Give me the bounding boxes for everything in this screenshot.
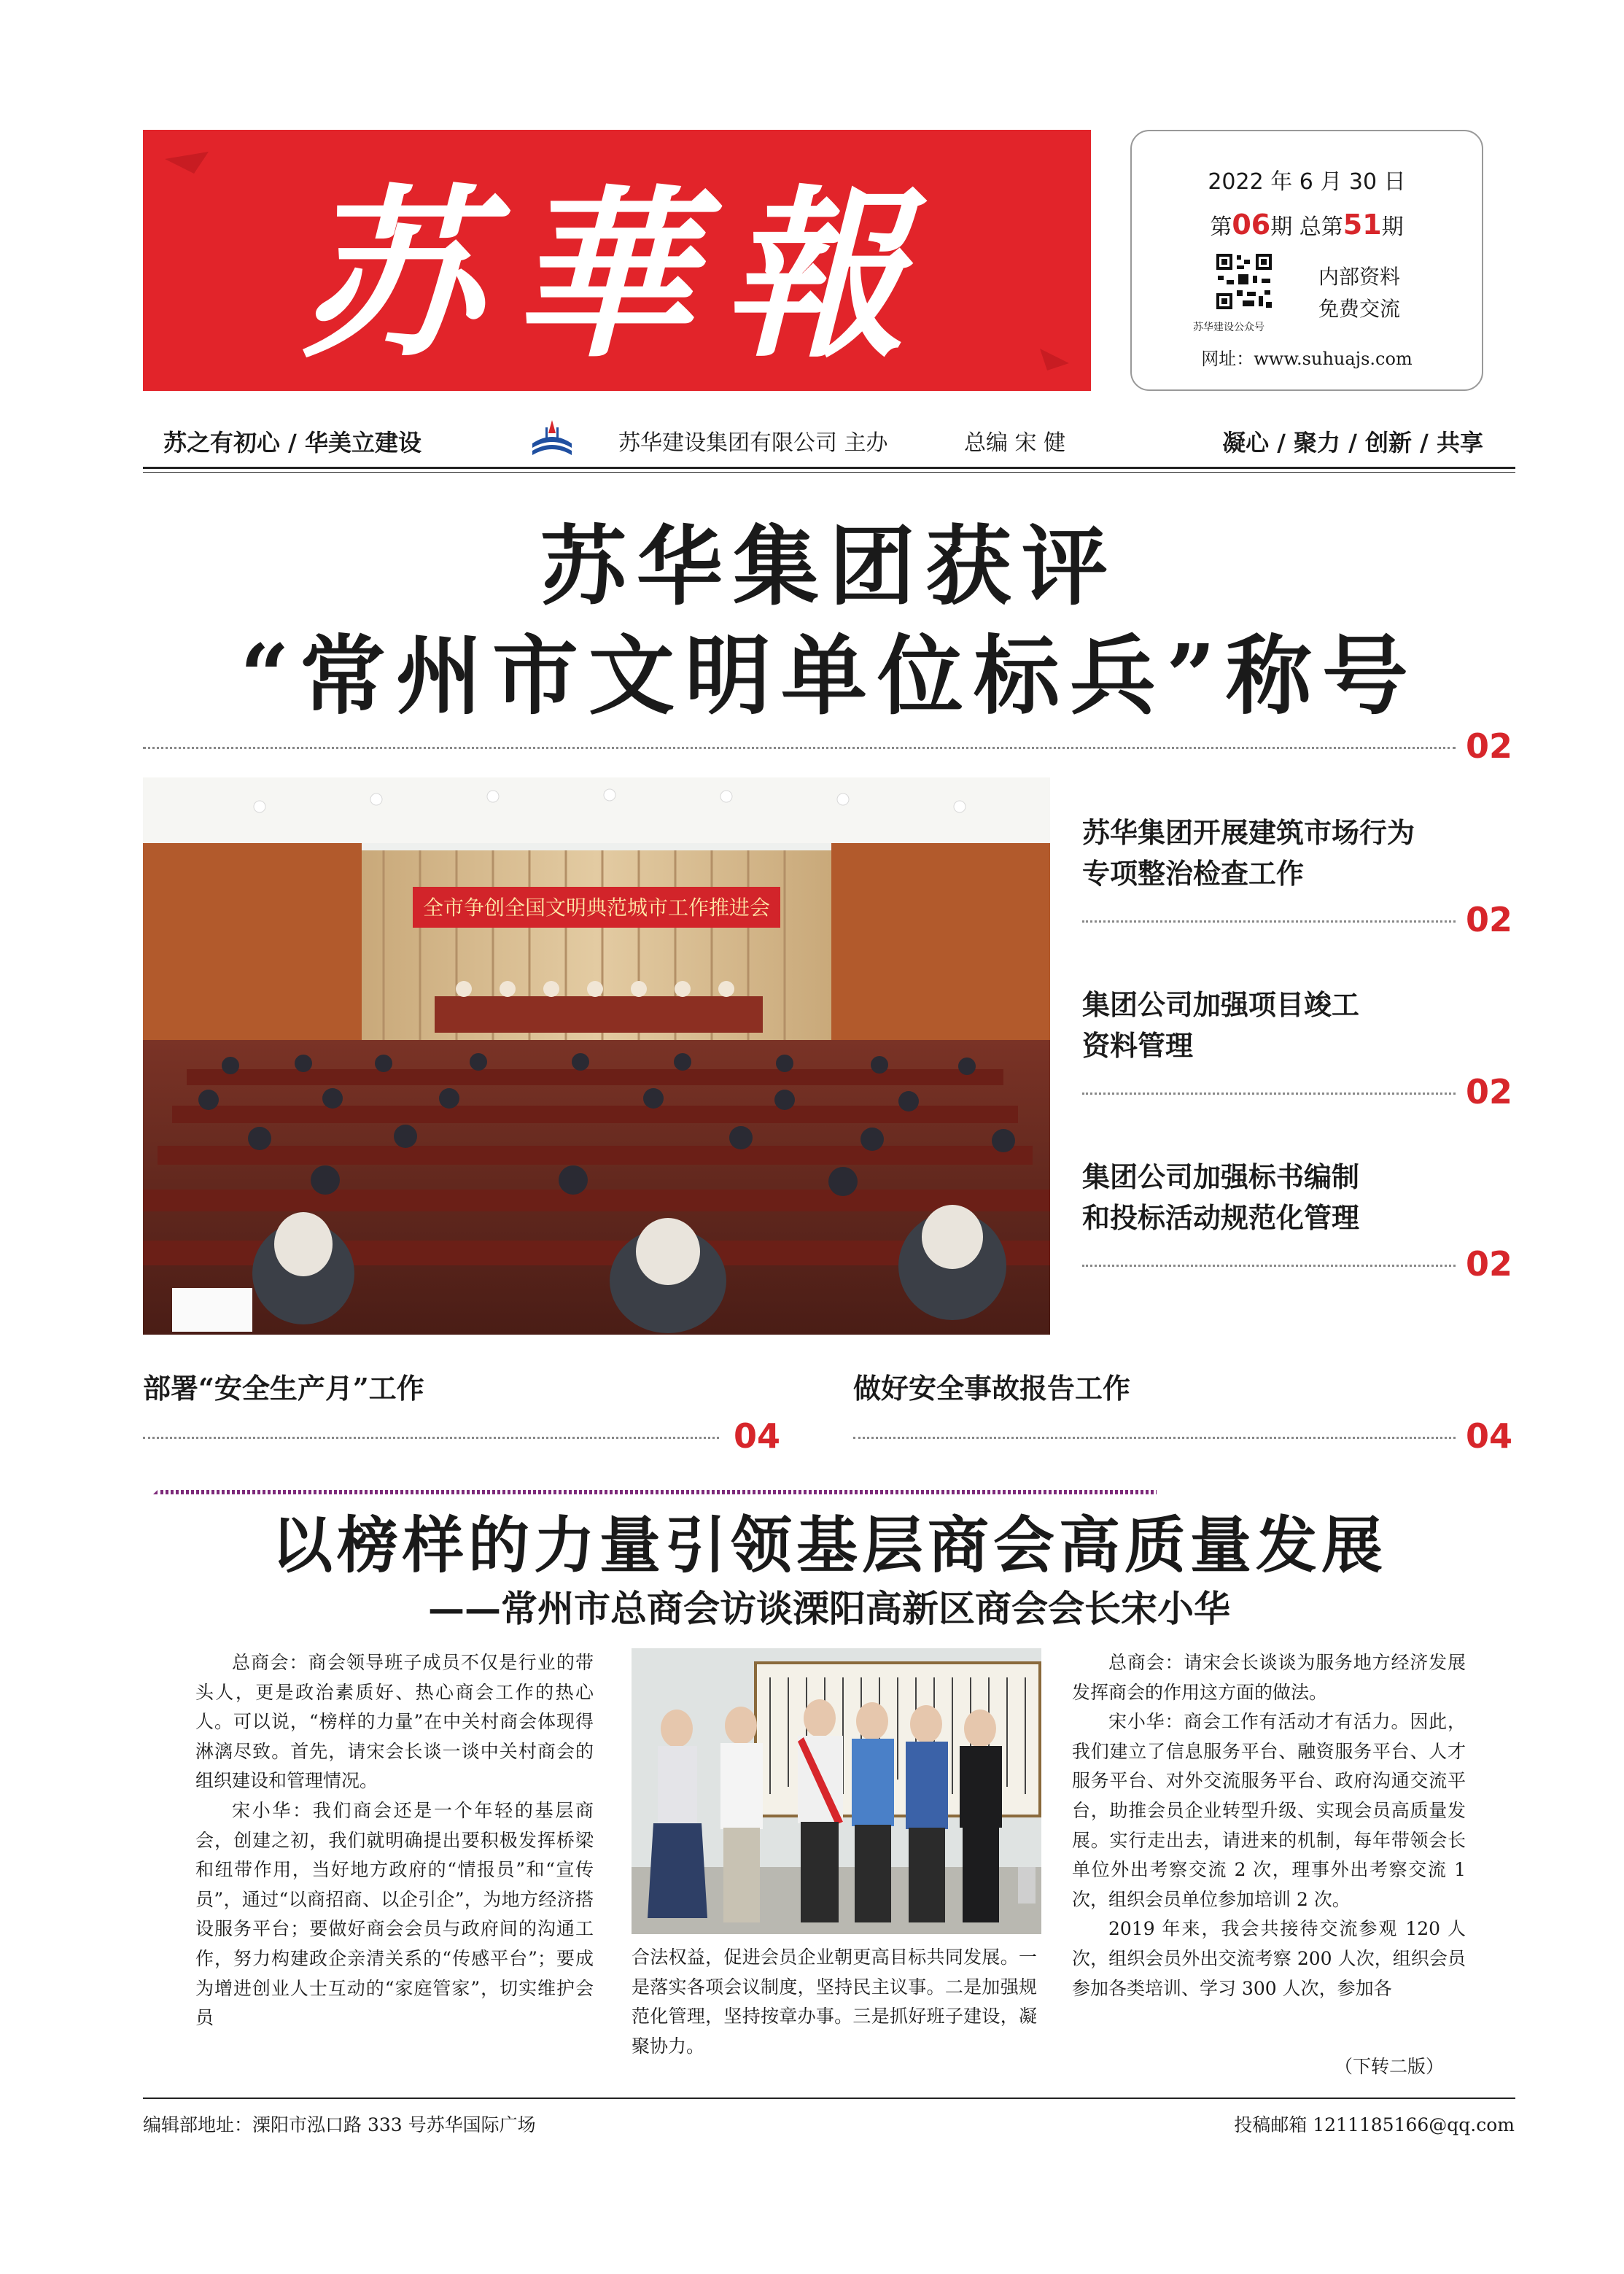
qr-caption: 苏华建设公众号 [1193,322,1264,333]
qr-code-icon [1216,254,1272,309]
sidebar-item[interactable]: 集团公司加强标书编制 和投标活动规范化管理 [1082,1160,1360,1234]
newspaper-title: 苏華報 [300,168,934,382]
editor-in-chief: 总编 宋 健 [964,430,1066,456]
lead-divider [143,747,1456,749]
feature-decor-rule [153,1486,1157,1497]
photo-banner-text: 全市争创全国文明典范城市工作推进会 [422,896,771,920]
header-rule-thin [143,472,1515,473]
issue-date: 2022 年 6 月 30 日 [1208,169,1406,195]
teaser-headline[interactable]: 部署“安全生产月”工作 [143,1372,424,1405]
teaser-headline[interactable]: 做好安全事故报告工作 [853,1372,1131,1405]
lead-page-ref[interactable]: 02 [1466,726,1513,766]
editorial-address: 编辑部地址：溧阳市泓口路 333 号苏华国际广场 [143,2114,536,2135]
website: 网址：www.suhuajs.com [1201,349,1413,369]
article-column-1: 总商会：商会领导班子成员不仅是行业的带头人，更是政治素质好、热心商会工作的热心人。可以说，“榜样的力量”在中关村商会体现得淋漓尽致。首先，请宋会长谈一谈中关村商会的组织建设和管理情况。 宋小华：我们商会还是一个年轻的基层商会，创建之初，我们就明确提出要积极发挥桥梁和纽带作用，当好地方政府的“情报员”和“宣传员”，通过“以商招商、以企引企”，为地方经济搭设服务平台；要做好商会会员与政府间的沟通工作，努力构建政企亲清关系的“传感平台”；要成为增进创业人士互动的“家庭管家”，切实维护会员 [195,1652,594,2029]
left-slogan: 苏之有初心 / 华美立建设 [163,429,421,457]
issue-info-box [1130,130,1483,391]
footer-rule [143,2098,1515,2099]
meeting-photo [143,777,1050,1335]
lead-headline-line2[interactable]: “常州市文明单位标兵”称号 [240,625,1418,726]
sidebar-divider [1082,1265,1456,1267]
sidebar-item[interactable]: 苏华集团开展建筑市场行为 专项整治检查工作 [1082,816,1415,890]
publisher: 苏华建设集团有限公司 主办 [618,430,888,456]
teaser-divider [143,1437,719,1439]
issue-number: 第06期 总第51期 [1210,209,1404,241]
sidebar-divider [1082,1093,1456,1095]
teaser-page-ref[interactable]: 04 [734,1416,781,1456]
sidebar-divider [1082,920,1456,923]
submission-email[interactable]: 投稿邮箱 1211185166@qq.com [1234,2114,1515,2135]
right-slogan: 凝心 / 聚力 / 创新 / 共享 [1222,429,1483,457]
article-column-3: 总商会：请宋会长谈谈为服务地方经济发展发挥商会的作用这方面的做法。 宋小华：商会工作有活动才有活力。因此，我们建立了信息服务平台、融资服务平台、人才服务平台、对外交流服务平台、政府沟通交流平台，助推会员企业转型升级、实现会员高质量发展。实行走出去，请进来的机制，每年带领会长单位外出考察交流 2 次，理事外出考察交流 1 次，组织会员单位参加培训 2 次。 2019 年来，我会共接待交流参观 120 人次，组织会员外出交流考察 200 人次，组织会员参加各类培训、学习 300 人次，参加各 [1072,1652,1466,1999]
masthead [143,130,1091,391]
feature-subtitle: ——常州市总商会访谈溧阳高新区商会会长宋小华 [428,1588,1230,1630]
sidebar-page-ref[interactable]: 02 [1466,1072,1513,1111]
continued-note[interactable]: （下转二版） [1334,2056,1445,2077]
sidebar-page-ref[interactable]: 02 [1466,900,1513,939]
group-photo [632,1648,1041,1934]
company-logo-icon [529,417,575,461]
feature-headline[interactable]: 以榜样的力量引领基层商会高质量发展 [271,1509,1387,1581]
header-rule [143,467,1515,469]
teaser-divider [853,1437,1456,1439]
sidebar-item[interactable]: 集团公司加强项目竣工 资料管理 [1082,988,1360,1062]
teaser-page-ref[interactable]: 04 [1466,1416,1513,1456]
distribution-note: 内部资料 免费交流 [1318,265,1401,321]
slogan-bar [143,414,1515,468]
lead-headline-line1[interactable]: 苏华集团获评 [540,516,1118,617]
sidebar-page-ref[interactable]: 02 [1466,1244,1513,1284]
article-column-2: 合法权益，促进会员企业朝更高目标共同发展。一是落实各项会议制度，坚持民主议事。二是加强规范化管理，坚持按章办事。三是抓好班子建设，凝聚协力。 [632,1947,1037,2057]
